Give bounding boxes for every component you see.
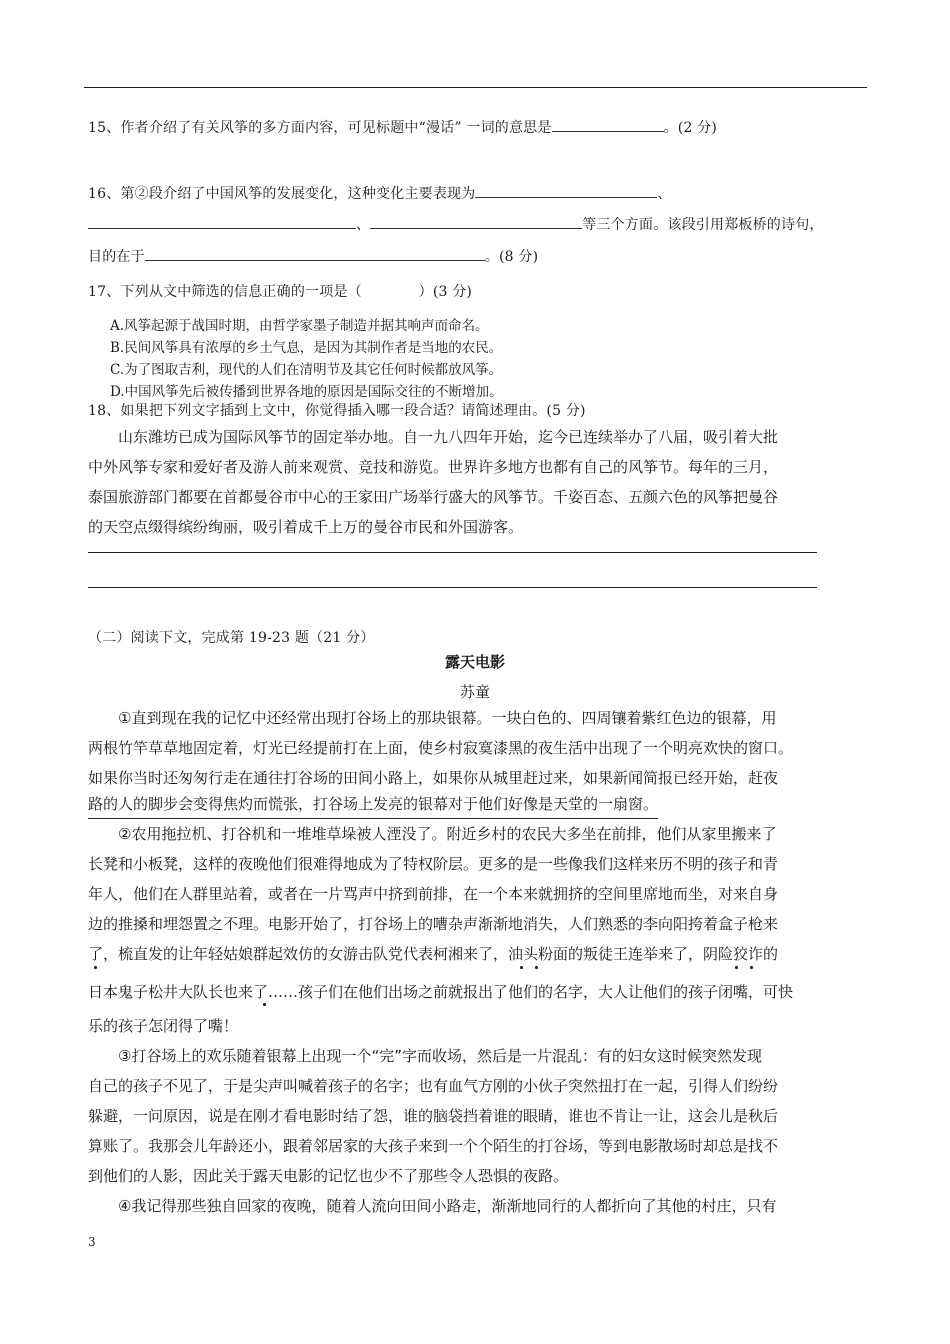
q18-passage-line: 中外风筝专家和爱好者及游人前来观赏、竞技和游览。世界许多地方也都有自己的风筝节。每年的三月， (88, 458, 779, 476)
article-line: ③打谷场上的欢乐随着银幕上出现一个“完”字而收场，然后是一片混乱：有的妇女这时候突然发现 (118, 1047, 762, 1065)
emphasis-dot (520, 966, 523, 969)
option-a[interactable]: A.风筝起源于战国时期，由哲学家墨子制造并据其响声而命名。 (110, 318, 489, 334)
article-line: 年人，他们在人群里站着，或者在一片骂声中挤到前排，在一个本来就拥挤的空间里席地而坐，对来自身 (88, 885, 779, 903)
question-17-stem: 17、下列从文中筛选的信息正确的一项是（ ）(3 分) (88, 284, 473, 300)
article-line: 了，梳直发的让年轻姑娘群起效仿的女游击队党代表柯湘来了，油头粉面的叛徒王连举来了，阴险狡诈的 (88, 945, 779, 963)
article-line: ①直到现在我的记忆中还经常出现打谷场上的那块银幕。一块白色的、四周镶着紫红色边的银幕，用 (118, 709, 777, 727)
question-16-line-2 (88, 214, 824, 234)
option-c[interactable]: C.为了图取吉利，现代的人们在清明节及其它任何时候都放风筝。 (110, 362, 503, 378)
option-b[interactable]: B.民间风筝具有浓厚的乡土气息，是因为其制作者是当地的农民。 (110, 340, 503, 356)
answer-line[interactable] (88, 587, 817, 588)
answer-line[interactable] (88, 552, 817, 553)
question-16-tail: 等三个方面。该段引用郑板桥的诗句， (582, 217, 824, 233)
emphasis-dot (263, 1003, 266, 1006)
question-15-score: 。(2 分) (663, 120, 718, 136)
emphasis-dot (535, 966, 538, 969)
article-line: 自己的孩子不见了，于是尖声叫喊着孩子的名字；也有血气方刚的小伙子突然扭打在一起，引得人们纷纷 (88, 1077, 779, 1095)
emphasis-dot (735, 966, 738, 969)
article-author: 苏童 (459, 683, 490, 701)
article-line: 乐的孩子怎闭得了嘴！ (88, 1017, 239, 1035)
article-line: 到他们的人影，因此关于露天电影的记忆也少不了那些令人恐惧的夜路。 (88, 1167, 569, 1185)
article-line: ②农用拖拉机、打谷机和一堆堆草垛被人湮没了。附近乡村的农民大多坐在前排，他们从家里搬来了 (118, 825, 777, 843)
article-line: 长凳和小板凳，这样的夜晚他们很难得地成为了特权阶层。更多的是一些像我们这样来历不明的孩子和青 (88, 855, 779, 873)
q18-passage-line: 山东潍坊已成为国际风筝节的固定举办地。自一九八四年开始，迄今已连续举办了八届，吸引着大批 (118, 428, 779, 446)
question-16-score: 。(8 分) (484, 249, 539, 265)
top-divider (84, 87, 867, 88)
separator: 、 (657, 186, 672, 202)
option-d[interactable]: D.中国风筝先后被传播到世界各地的原因是国际交往的不断增加。 (110, 384, 503, 400)
page-number: 3 (88, 1235, 96, 1249)
answer-blank[interactable] (88, 214, 356, 229)
answer-blank[interactable] (145, 246, 485, 261)
article-line: ④我记得那些独自回家的夜晚，随着人流向田间小路走，渐渐地同行的人都折向了其他的村庄，只有 (118, 1197, 777, 1215)
question-15-text: 15、作者介绍了有关风筝的多方面内容，可见标题中“漫话” 一词的意思是 (88, 120, 552, 136)
section-heading: （二）阅读下文，完成第 19-23 题（21 分） (88, 630, 375, 646)
answer-blank[interactable] (475, 183, 657, 198)
question-16-head: 目的在于 (88, 249, 145, 265)
article-line: 算账了。我那会儿年龄还小，跟着邻居家的大孩子来到一个个陌生的打谷场，等到电影散场时却总是找不 (88, 1137, 779, 1155)
answer-blank[interactable] (552, 117, 664, 132)
article-title: 露天电影 (444, 653, 505, 671)
article-line: 躲避，一问原因，说是在刚才看电影时结了怨，谁的脑袋挡着谁的眼睛，谁也不肯让一让，这会儿是秋后 (88, 1107, 779, 1125)
answer-blank[interactable] (370, 214, 582, 229)
question-16-line-3 (88, 246, 538, 266)
q18-passage-line: 的天空点缀得缤纷绚丽，吸引着成千上万的曼谷市民和外国游客。 (88, 518, 524, 536)
question-16-text: 16、第②段介绍了中国风筝的发展变化，这种变化主要表现为 (88, 186, 476, 202)
emphasis-dot (750, 966, 753, 969)
question-16-line-1 (88, 183, 672, 203)
article-line: 日本鬼子松井大队长也来了……孩子们在他们出场之前就报出了他们的名字，大人让他们的孩子闭嘴，可快 (88, 983, 794, 1001)
emphasis-dot (94, 966, 97, 969)
article-line-underlined: 路的人的脚步会变得焦灼而慌张，打谷场上发亮的银幕对于他们好像是天堂的一扇窗。 (88, 790, 658, 819)
article-line: 两根竹竿草草地固定着，灯光已经提前打在上面，使乡村寂寞漆黑的夜生活中出现了一个明亮欢快的窗口。 (88, 739, 794, 757)
article-line: 边的推搡和埋怨置之不理。电影开始了，打谷场上的嘈杂声渐渐地消失，人们熟悉的李向阳挎着盒子枪来 (88, 915, 779, 933)
q18-passage-line: 泰国旅游部门都要在首都曼谷市中心的王家田广场举行盛大的风筝节。千姿百态、五颜六色的风筝把曼谷 (88, 488, 779, 506)
separator: 、 (356, 217, 371, 233)
question-15 (88, 117, 717, 137)
question-18-stem: 18、如果把下列文字插到上文中，你觉得插入哪一段合适？请简述理由。(5 分) (88, 403, 586, 419)
article-line: 如果你当时还匆匆行走在通往打谷场的田间小路上，如果你从城里赶过来，如果新闻简报已经开始，赶夜 (88, 769, 779, 787)
